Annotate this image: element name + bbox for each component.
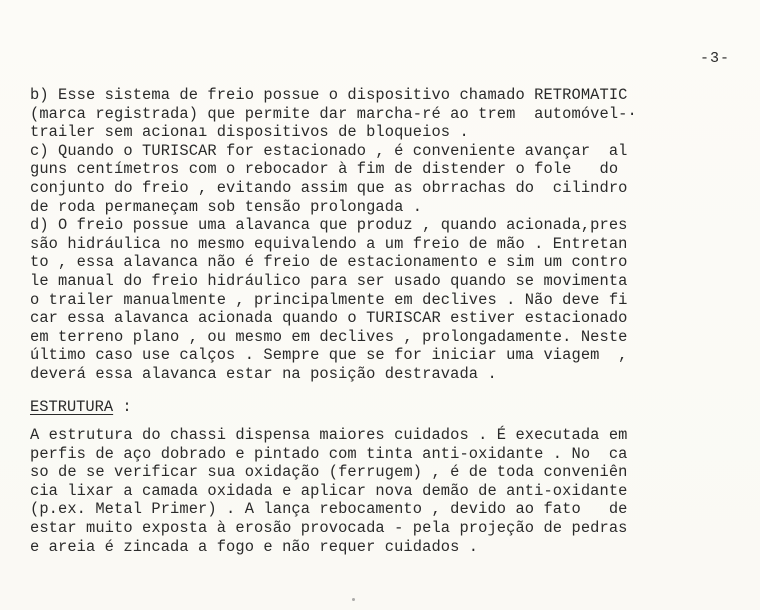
page-number: -3- xyxy=(699,50,730,67)
heading-colon: : xyxy=(113,398,132,416)
heading-label: ESTRUTURA xyxy=(30,398,114,416)
text-line: le manual do freio hidráulico para ser usado quando se movimenta xyxy=(30,271,628,290)
text-line: perfis de aço dobrado e pintado com tinta anti-oxidante . No ca xyxy=(30,444,628,463)
text-line: estar muito exposta à erosão provocada - pela projeção de pedras xyxy=(30,518,628,537)
text-line: e areia é zincada a fogo e não requer cuidados . xyxy=(30,537,479,556)
text-line: to , essa alavanca não é freio de estacionamento e sim um contro xyxy=(30,253,628,272)
text-line: são hidráulica no mesmo equivalendo a um freio de mão . Entretan xyxy=(30,234,628,253)
text-line: trailer sem acionaı dispositivos de bloqueios . xyxy=(30,123,469,142)
brake-system-paragraphs xyxy=(30,86,740,384)
text-line: de roda permaneçam sob tensão prolongada . xyxy=(30,197,423,216)
text-line: d) O freio possue uma alavanca que produz , quando acionada,pres xyxy=(30,216,628,235)
text-line: b) Esse sistema de freio possue o dispositivo chamado RETROMATIC xyxy=(30,86,628,104)
text-line: (marca registrada) que permite dar marcha-ré ao trem automóvel-· xyxy=(30,104,637,123)
text-line: deverá essa alavanca estar na posição destravada . xyxy=(30,364,497,383)
text-line: A estrutura do chassi dispensa maiores cuidados . É executada em xyxy=(30,426,628,444)
text-line: guns centímetros com o rebocador à fim de distender o fole do xyxy=(30,160,619,179)
text-line: cia lixar a camada oxidada e aplicar nova demão de anti-oxidante xyxy=(30,481,628,500)
text-line: em terreno plano , ou mesmo em declives , prolongadamente. Neste xyxy=(30,327,628,346)
text-line: o trailer manualmente , principalmente em declives . Não deve fi xyxy=(30,290,628,309)
structure-paragraph xyxy=(30,426,740,556)
text-line: conjunto do freio , evitando assim que as obrrachas do cilindro xyxy=(30,178,628,197)
section-heading xyxy=(30,398,132,417)
text-line: so de se verificar sua oxidação (ferrugem) , é de toda conveniên xyxy=(30,463,628,482)
text-line: (p.ex. Metal Primer) . A lança rebocamento , devido ao fato de xyxy=(30,500,628,519)
text-line: car essa alavanca acionada quando o TURISCAR estiver estacionado xyxy=(30,309,628,328)
text-line: último caso use calços . Sempre que se for iniciar uma viagem , xyxy=(30,346,628,365)
text-line: c) Quando o TURISCAR for estacionado , é conveniente avançar al xyxy=(30,141,628,160)
paper-speck xyxy=(352,598,355,601)
